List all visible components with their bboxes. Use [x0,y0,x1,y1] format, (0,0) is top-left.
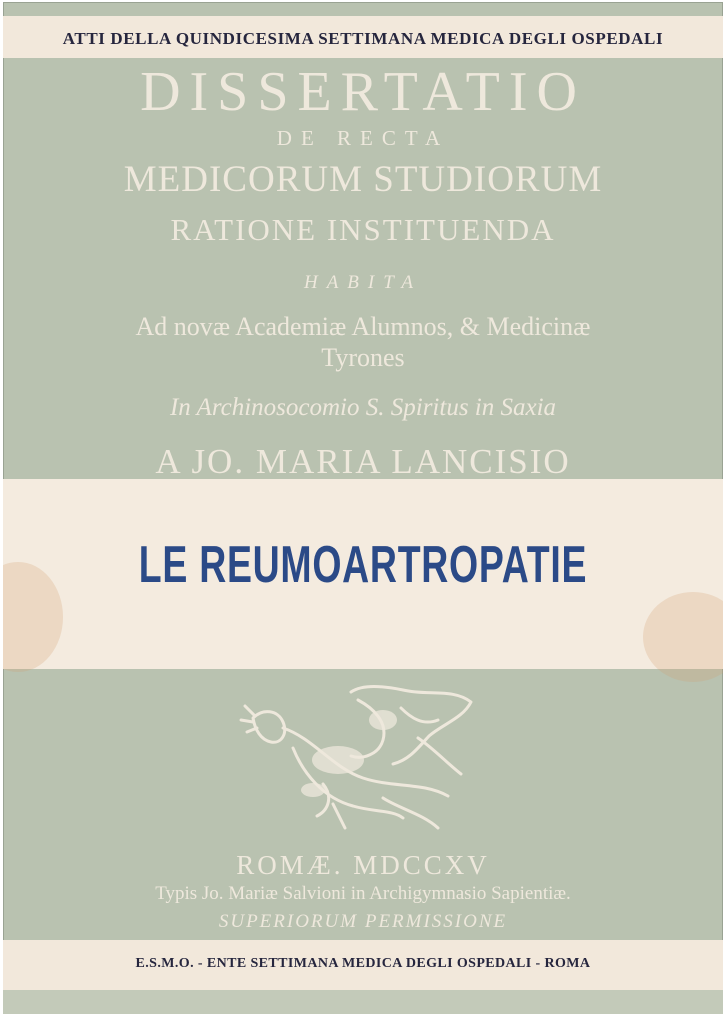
frontispiece-line-lancisio: A JO. MARIA LANCISIO [155,442,571,481]
frontispiece-line-medicorum: MEDICORUM STUDIORUM [123,159,603,200]
frontispiece-line-tyrones: Tyrones [321,343,405,372]
series-line: ATTI DELLA QUINDICESIMA SETTIMANA MEDICA DEGLI OSPEDALI [62,29,664,48]
publisher-line: E.S.M.O. - ENTE SETTIMANA MEDICA DEGLI OSPEDALI - ROMA [135,956,591,971]
footer-strip [3,990,723,1014]
book-title: LE REUMOARTROPATIE [138,536,588,594]
frontispiece-line-dissertatio: DISSERTATIO [140,61,586,123]
frontispiece-line-de-recta: DE RECTA [276,126,450,150]
book-cover [3,2,723,1014]
imprint-permission: SUPERIORUM PERMISSIONE [218,911,508,932]
frontispiece-line-archinosocomio: In Archinosocomio S. Spiritus in Saxia [169,394,557,421]
frontispiece-line-habita: HABITA [303,272,423,293]
frontispiece-line-ratione: RATIONE INSTITUENDA [170,212,556,247]
imprint-place-year: ROMÆ. MDCCXV [236,850,490,880]
imprint-printer: Typis Jo. Mariæ Salvioni in Archigymnasio Sapientiæ. [155,883,571,904]
frontispiece-line-ad-novae: Ad novæ Academiæ Alumnos, & Medicinæ [135,312,591,341]
cherub-emblem-icon [233,678,483,838]
